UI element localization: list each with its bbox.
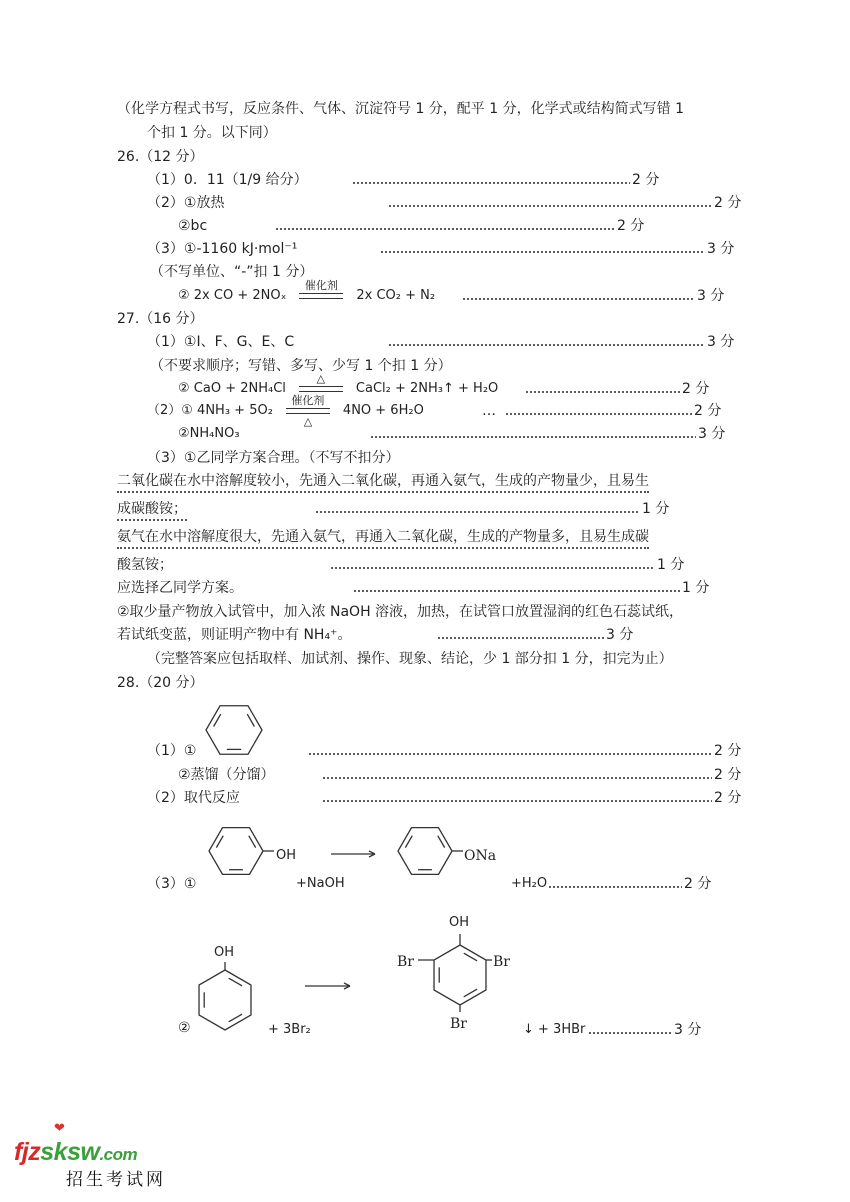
naoh-reagent: +NaOH: [296, 876, 345, 891]
q27-p1a-note: （不要求顺序；写错、多写、少写 1 个扣 1 分）: [150, 358, 452, 374]
heart-icon: ❤: [54, 1121, 65, 1136]
q27-p1a: （1）①I、F、G、E、C: [147, 334, 295, 350]
logo-text-red: fjz: [14, 1138, 41, 1166]
q26-p1: （1）0．11（1/9 给分）: [147, 172, 308, 188]
score: 2 分: [682, 381, 710, 397]
q26-p3a-note: （不写单位、“-”扣 1 分）: [150, 264, 314, 280]
bromine-label: Br: [397, 954, 414, 970]
score: 3 分: [707, 334, 735, 350]
logo-subtitle: 招生考试网: [66, 1170, 166, 1190]
tribromophenol-ring: [434, 945, 486, 1005]
phenoxide-ring: [398, 828, 452, 875]
q27-p3c-line1: 氨气在水中溶解度很大，先通入氨气，再通入二氧化碳，生成的产物量多，且易生成碳: [117, 528, 649, 549]
equation-left: ② 2x CO + 2NOₓ: [178, 288, 287, 303]
score: 2 分: [617, 218, 645, 234]
hydroxyl-label: OH: [449, 915, 470, 930]
q27-p3d: 应选择乙同学方案。: [117, 580, 243, 596]
leader-dots: [588, 1032, 672, 1034]
phenol-ring: [199, 970, 251, 1030]
score: 1 分: [657, 557, 685, 573]
score: 3 分: [697, 288, 725, 304]
score: 3 分: [707, 241, 735, 257]
benzene-ring: [206, 706, 262, 754]
q27-p3b-line2: 成碳酸铵；: [117, 500, 187, 521]
equation-left: （2）① 4NH₃ + 5O₂: [147, 403, 273, 418]
catalyst-condition: 催化剂: [304, 279, 338, 292]
score: 2 分: [694, 403, 722, 419]
score: 2 分: [714, 195, 742, 211]
q28-p3b: ②: [178, 1020, 191, 1036]
equation-left: ② CaO + 2NH₄Cl: [178, 381, 286, 396]
q26-p2a: （2）①放热: [147, 195, 225, 211]
scoring-note-line2: 个扣 1 分。以下同）: [147, 125, 277, 141]
score: 1 分: [642, 501, 670, 517]
score: 1 分: [682, 580, 710, 596]
q27-p3b-line1: 二氧化碳在水中溶解度较小，先通入二氧化碳，再通入氨气，生成的产物量少，且易生: [117, 472, 649, 493]
heat-condition: △: [316, 372, 326, 385]
score: 2 分: [714, 743, 742, 759]
hydroxyl-label: OH: [276, 848, 297, 863]
q28-title: 28.（20 分）: [117, 675, 204, 691]
sodium-oxide-label: ONa: [464, 848, 497, 864]
q28-p1a: （1）①: [147, 743, 197, 759]
bromine-label: Br: [450, 1016, 467, 1032]
scoring-note-line1: （化学方程式书写，反应条件、气体、沉淀符号 1 分，配平 1 分，化学式或结构简式写错 1: [117, 101, 684, 117]
score: 2 分: [714, 790, 742, 806]
q26-title: 26.（12 分）: [117, 149, 204, 165]
q26-p3a: （3）①-1160 kJ·mol⁻¹: [147, 241, 298, 257]
site-logo: [14, 1138, 137, 1169]
score: 3 分: [698, 426, 726, 442]
score: 2 分: [632, 172, 660, 188]
q28-p3a: （3）①: [147, 876, 197, 892]
logo-domain: .com: [99, 1145, 138, 1164]
catalyst-condition: 催化剂: [291, 394, 325, 407]
q28-p1b: ②蒸馏（分馏）: [178, 767, 275, 783]
q27-p3a: （3）①乙同学方案合理。（不写不扣分）: [147, 450, 400, 466]
score: 3 分: [674, 1022, 702, 1038]
q26-p2b: ②bc: [178, 218, 208, 234]
q27-p3e-note: （完整答案应包括取样、加试剂、操作、现象、结论，少 1 部分扣 1 分，扣完为止）: [147, 651, 673, 667]
leader-dots: [548, 886, 682, 888]
equation-right: 2x CO₂ + N₂: [356, 288, 436, 303]
score: 3 分: [606, 627, 634, 643]
heat-condition: △: [303, 415, 313, 428]
equation-right: CaCl₂ + 2NH₃↑ + H₂O: [355, 381, 499, 396]
logo-text-green: sksw: [40, 1138, 100, 1166]
bromine-label: Br: [493, 954, 510, 970]
score: 2 分: [714, 767, 742, 783]
phenol-ring: [209, 828, 263, 875]
q27-title: 27.（16 分）: [117, 311, 204, 327]
equation-right: 4NO + 6H₂O: [342, 403, 424, 418]
bromine-reagent: + 3Br₂: [268, 1022, 311, 1037]
hbr-product: ↓ + 3HBr: [523, 1022, 586, 1037]
hydroxyl-label: OH: [214, 945, 235, 960]
score: 2 分: [684, 876, 712, 892]
ellipsis: …: [482, 403, 496, 419]
q27-p3e-line1: ②取少量产物放入试管中，加入浓 NaOH 溶液，加热，在试管口放置湿润的红色石蕊试纸，: [117, 604, 684, 620]
q27-p3e-line2: 若试纸变蓝，则证明产物中有 NH₄⁺。: [117, 627, 352, 643]
q27-p3c-line2: 酸氢铵；: [117, 557, 173, 573]
q28-p2: （2）取代反应: [147, 790, 240, 806]
q27-p2b: ②NH₄NO₃: [178, 426, 240, 441]
water-product: +H₂O: [511, 876, 548, 891]
